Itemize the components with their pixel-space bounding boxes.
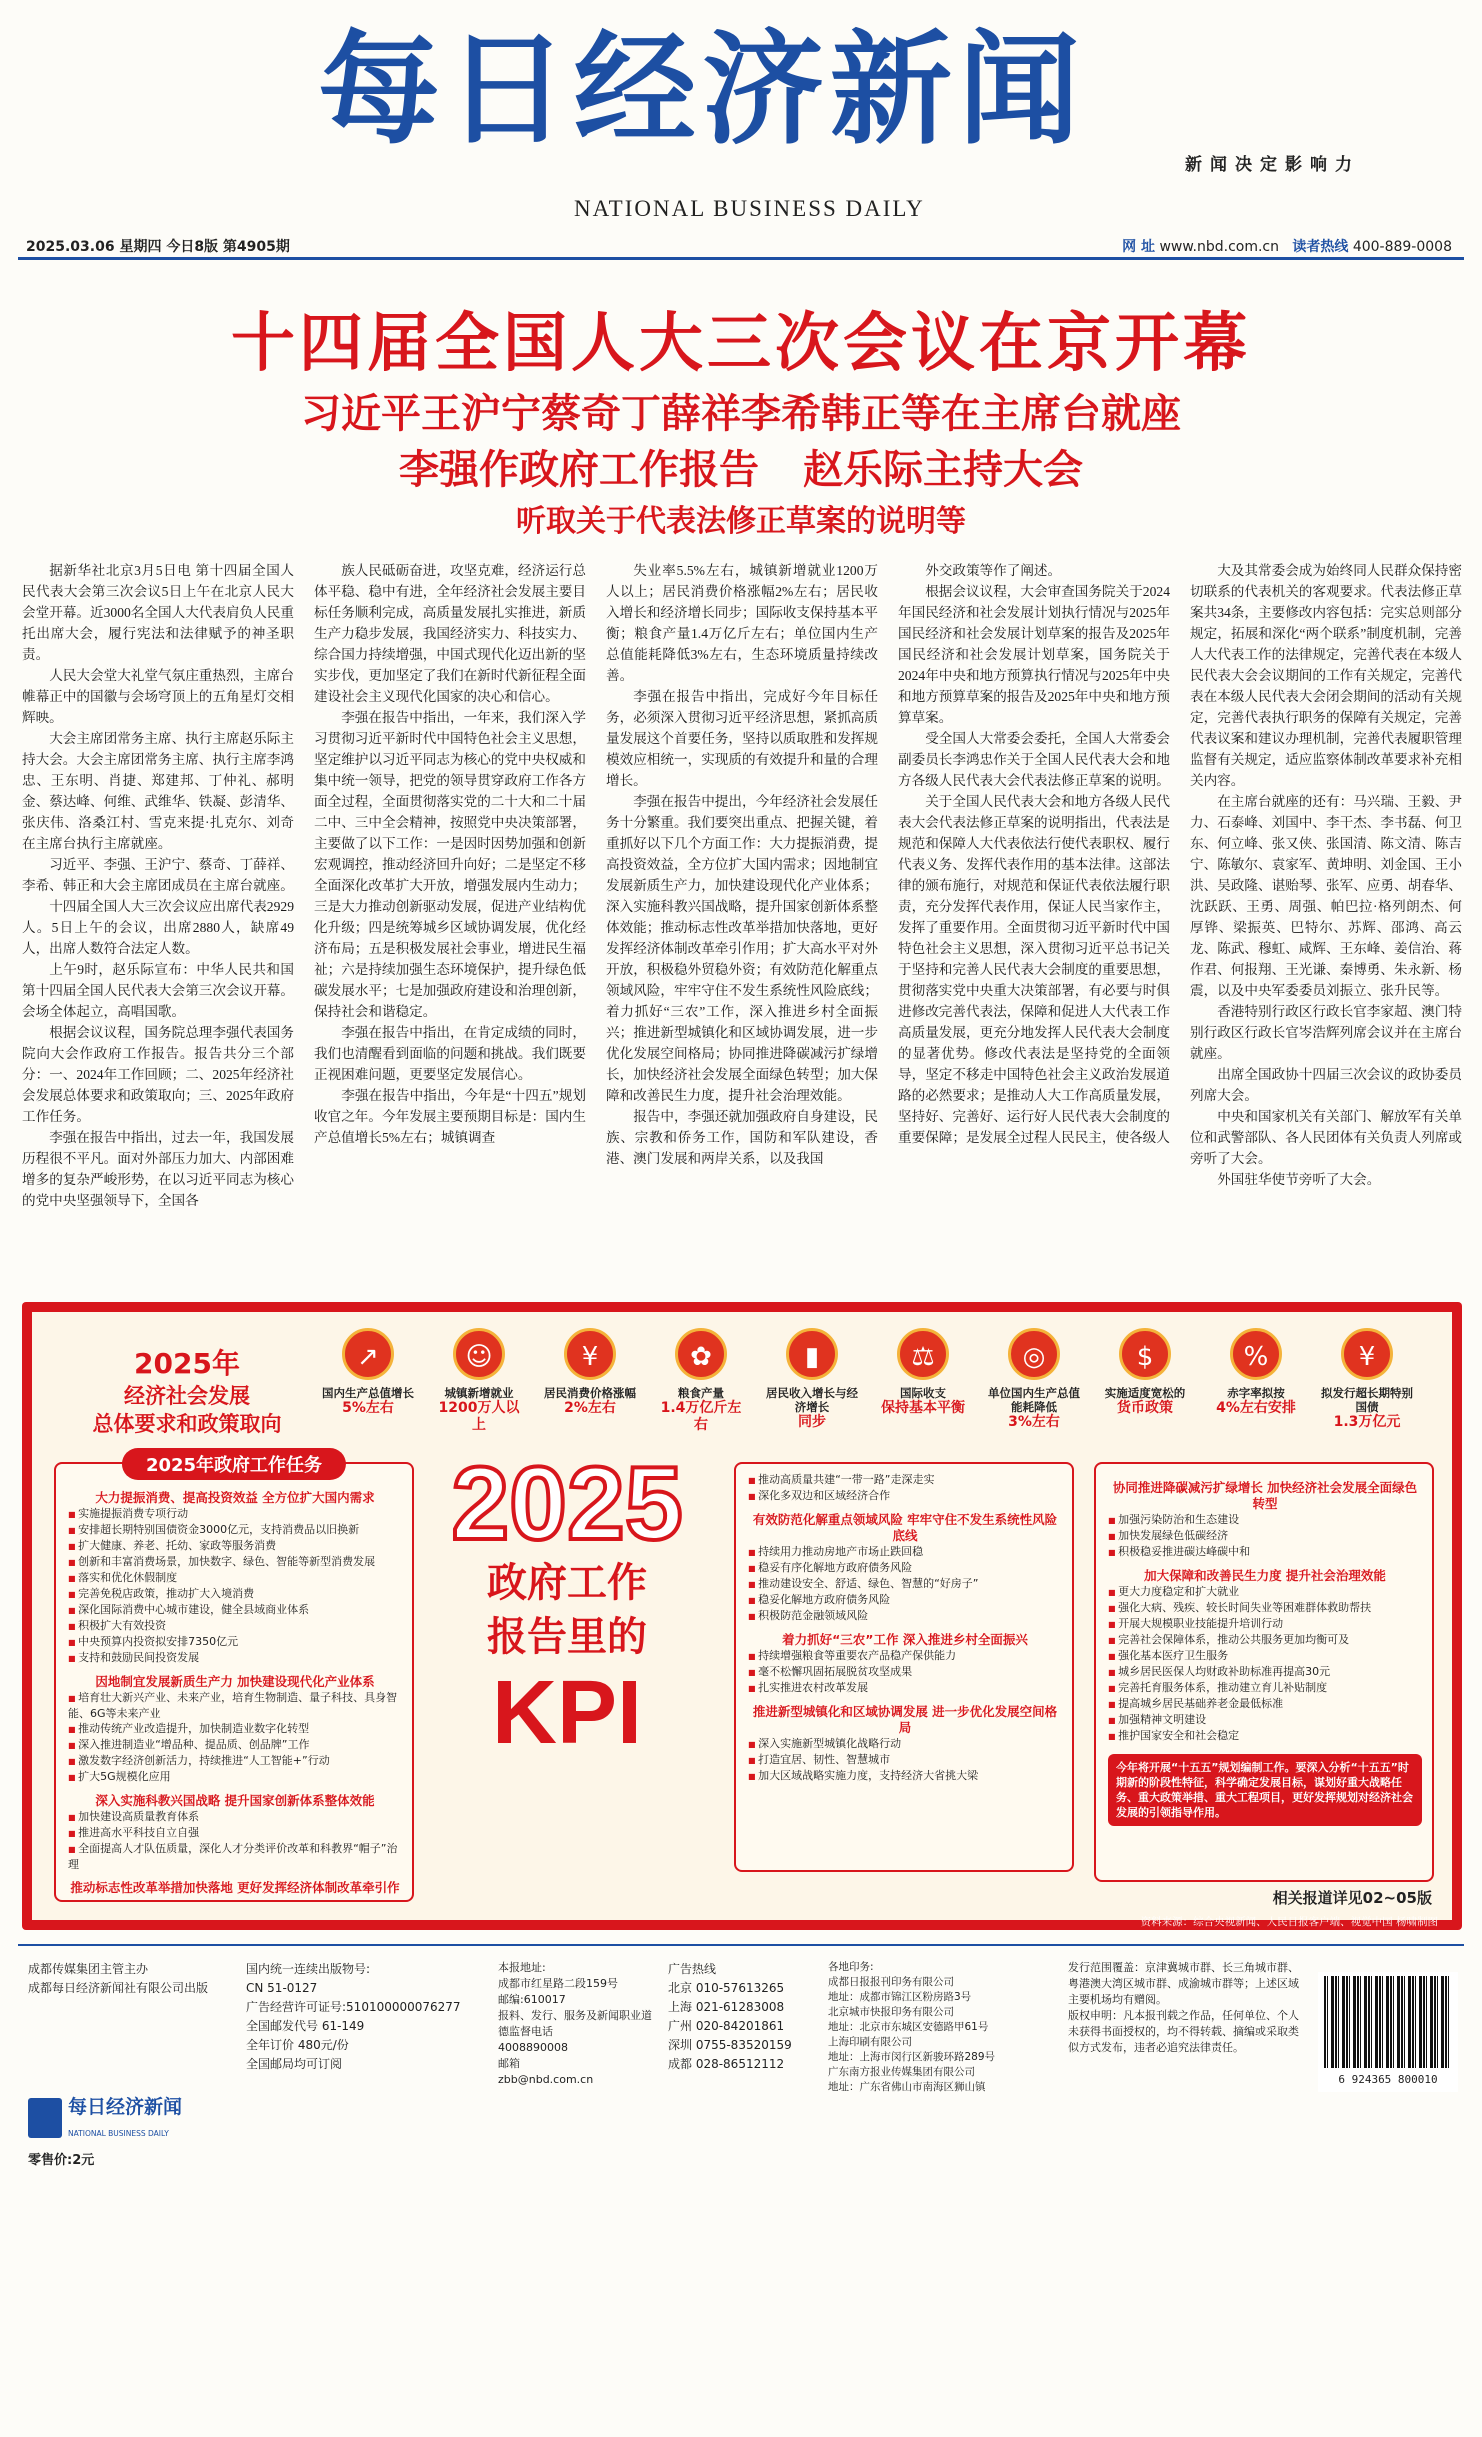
kpi-emblem-year: 2025 bbox=[451, 1446, 683, 1562]
barcode-number: 6 924365 800010 bbox=[1338, 2073, 1438, 2086]
task-item: ■ 支持和鼓励民间投资发展 bbox=[68, 1650, 402, 1666]
printer-line: 地址：上海市闵行区新骏环路289号 bbox=[828, 2051, 996, 2063]
distribution-note: 版权申明：凡本报刊载之作品，任何单位、个人未获得书面授权的，均不得转载、摘编或采取类似方式发布，违者必追究法律责任。 bbox=[1068, 2009, 1299, 2054]
article-paragraph: 李强在报告中指出，过去一年，我国发展历程很不平凡。面对外部压力加大、内部困难增多的复杂严峻形势，在以习近平同志为核心的党中央坚强领导下，全国各 bbox=[22, 1130, 294, 1208]
service-title: 报料、发行、服务及新闻职业道德监督电话 bbox=[498, 2009, 652, 2038]
masthead bbox=[0, 0, 1482, 270]
publisher-info bbox=[28, 1960, 238, 1998]
task-item: ■ 深入推进制造业“增品种、提品质、创品牌”工作 bbox=[68, 1737, 402, 1753]
cpi-icon: ¥ bbox=[564, 1328, 616, 1380]
newspaper-english-title: NATIONAL BUSINESS DAILY bbox=[574, 196, 925, 221]
task-item: ■ 加强污染防治和生态建设 bbox=[1108, 1512, 1422, 1528]
task-item: ■ 强化大病、残疾、较长时间失业等困难群体救助帮扶 bbox=[1108, 1600, 1422, 1616]
footer bbox=[18, 1944, 1464, 2424]
task-item: ■ 实施提振消费专项行动 bbox=[68, 1506, 402, 1522]
task-item: ■ 提高城乡居民基础养老金最低标准 bbox=[1108, 1696, 1422, 1712]
kpi-row bbox=[322, 1328, 1432, 1443]
kpi-item bbox=[988, 1328, 1080, 1431]
printers-list bbox=[828, 1975, 1058, 2095]
article-paragraph: 失业率5.5%左右，城镇新增就业1200万人以上；居民消费价格涨幅2%左右；居民收入增长和经济增长同步；国际收支保持基本平衡；粮食产量1.4万亿斤左右；单位国内生产总值能耗降低3%左右，生态环境质量持续改善。 bbox=[606, 563, 878, 683]
printer-line: 成都日报报刊印务有限公司 bbox=[828, 1976, 954, 1988]
government-tasks-list bbox=[68, 1482, 402, 1894]
task-item: ■ 扩大5G规模化应用 bbox=[68, 1769, 402, 1785]
hotline-number: 400-889-0008 bbox=[1352, 239, 1452, 255]
task-item: ■ 推进高水平科技自立自强 bbox=[68, 1825, 402, 1841]
sub-headline-2: 李强作政府工作报告 赵乐际主持大会 bbox=[399, 447, 1083, 493]
task-item: ■ 落实和优化休假制度 bbox=[68, 1570, 402, 1586]
article-paragraph: 中央和国家机关有关部门、解放军有关单位和武警部队、各人民团体有关负责人列席或旁听了大会。 bbox=[1190, 1109, 1462, 1166]
monetary-icon: $ bbox=[1119, 1328, 1171, 1380]
task-item: ■ 加快建设高质量教育体系 bbox=[68, 1809, 402, 1825]
ad-hotline: 成都 028-86512112 bbox=[668, 2057, 785, 2071]
government-tasks-box bbox=[54, 1455, 414, 1902]
task-item: ■ 创新和丰富消费场景，加快数字、绿色、智能等新型消费发展 bbox=[68, 1554, 402, 1570]
task-item: ■ 打造宜居、韧性、智慧城市 bbox=[748, 1752, 1062, 1768]
kpi-emblem-line1: 政府工作 bbox=[487, 1560, 647, 1606]
kpi-label: 粮食产量 bbox=[678, 1386, 724, 1400]
issue-date: 2025.03.06 星期四 今日8版 第4905期 bbox=[26, 239, 290, 255]
distribution-notes bbox=[1068, 1960, 1308, 2056]
article-column-4 bbox=[898, 560, 1170, 1295]
task-item: ■ 完善托育服务体系，推动建立育儿补贴制度 bbox=[1108, 1680, 1422, 1696]
task-item: ■ 稳妥化解地方政府债务风险 bbox=[748, 1592, 1062, 1608]
article-column-3 bbox=[606, 560, 878, 1295]
task-heading: 加大保障和改善民生力度 提升社会治理效能 bbox=[1144, 1568, 1386, 1583]
policy-title-line1: 经济社会发展 bbox=[124, 1384, 250, 1408]
task-item: ■ 持续用力推动房地产市场止跌回稳 bbox=[748, 1544, 1062, 1560]
grain-icon: ✿ bbox=[675, 1328, 727, 1380]
policy-title bbox=[72, 1342, 302, 1438]
kpi-value: 同步 bbox=[798, 1414, 826, 1430]
task-item: ■ 中央预算内投资拟安排7350亿元 bbox=[68, 1634, 402, 1650]
risk-tasks-list bbox=[748, 1472, 1062, 1864]
task-item: ■ 推动传统产业改造提升，加快制造业数字化转型 bbox=[68, 1721, 402, 1737]
kpi-label: 单位国内生产总值能耗降低 bbox=[988, 1386, 1080, 1414]
article-paragraph: 外交政策等作了阐述。 bbox=[925, 563, 1062, 578]
jobs-icon: ☺ bbox=[453, 1328, 505, 1380]
kpi-value: 1200万人以上 bbox=[438, 1400, 520, 1433]
article-paragraph: 习近平、李强、王沪宁、蔡奇、丁薛祥、李希、韩正和大会主席团成员在主席台就座。 bbox=[22, 857, 294, 893]
task-heading: 推动标志性改革举措加快落地 更好发挥经济体制改革牵引作 bbox=[70, 1880, 400, 1894]
kpi-value: 保持基本平衡 bbox=[881, 1400, 965, 1416]
task-item: ■ 扎实推进农村改革发展 bbox=[748, 1680, 1062, 1696]
kpi-item bbox=[766, 1328, 858, 1431]
article-paragraph: 人民大会堂大礼堂气氛庄重热烈，主席台帷幕正中的国徽与会场穹顶上的五角星灯交相辉映。 bbox=[22, 668, 294, 725]
task-item: ■ 加强精神文明建设 bbox=[1108, 1712, 1422, 1728]
task-heading: 有效防范化解重点领域风险 牢牢守住不发生系统性风险底线 bbox=[752, 1512, 1058, 1543]
article-paragraph: 族人民砥砺奋进，攻坚克难，经济运行总体平稳、稳中有进，全年经济社会发展主要目标任务顺利完成，高质量发展扎实推进，新质生产力稳步发展，我国经济实力、科技实力、综合国力持续增强，中国式现代化迈出新的坚实步伐，更加坚定了我们在新时代新征程全面建设社会主义现代化国家的决心和信心。 bbox=[314, 563, 586, 704]
kpi-label: 赤字率拟按 bbox=[1227, 1386, 1285, 1400]
task-item: ■ 毫不松懈巩固拓展脱贫攻坚成果 bbox=[748, 1664, 1062, 1680]
task-item: ■ 扩大健康、养老、托幼、家政等服务消费 bbox=[68, 1538, 402, 1554]
kpi-item bbox=[322, 1328, 414, 1417]
article-paragraph: 十四届全国人大三次会议应出席代表2929人。5日上午的会议，出席2880人，缺席49人，出席人数符合法定人数。 bbox=[22, 899, 294, 956]
printer-line: 地址：成都市锦江区粉房路3号 bbox=[828, 1991, 972, 2003]
article-paragraph: 上午9时，赵乐际宣布：中华人民共和国第十四届全国人民代表大会第三次会议开幕。会场全体起立，高唱国歌。 bbox=[22, 962, 294, 1019]
hotline-label: 读者热线 bbox=[1292, 239, 1349, 255]
publisher-line-1: 成都传媒集团主管主办 bbox=[28, 1962, 149, 1976]
service-phone: 4008890008 bbox=[498, 2041, 568, 2054]
main-headline: 十四届全国人大三次会议在京开幕 bbox=[231, 306, 1251, 381]
kpi-infographic bbox=[22, 1302, 1462, 1930]
ad-license: 广告经营许可证号:510100000076277 bbox=[246, 2000, 461, 2014]
printer-line: 地址：广东省佛山市南海区狮山镇 bbox=[828, 2081, 986, 2093]
task-item: ■ 开展大规模职业技能提升培训行动 bbox=[1108, 1616, 1422, 1632]
task-item: ■ 积极防范金融领域风险 bbox=[748, 1608, 1062, 1624]
kpi-label: 拟发行超长期特别国债 bbox=[1321, 1386, 1413, 1414]
ad-hotline: 广州 020-84201861 bbox=[668, 2019, 785, 2033]
article-paragraph: 大及其常委会成为始终同人民群众保持密切联系的代表机关的客观要求。代表法修正草案共34条，主要修改内容包括：完实总则部分规定，拓展和深化“两个联系”制度机制，完善人大代表工作的法律规定，完善代表在本级人民代表大会会议期间的工作有关规定，完善代表在本级人民代表大会闭会期间的活动有关规定，完善代表执行职务的保障有关规定，完善代表议案和建议办理机制，完善代表履职管理监督有关规定，适应监察体制改革要求补充相关内容。 bbox=[1190, 563, 1462, 788]
plan-note: 今年将开展“十五五”规划编制工作。要深入分析“十五五”时期新的阶段性特征，科学确定发展目标，谋划好重大战略任务、重大政策举措、重大工程项目，更好发挥规划对经济社会发展的引领指导作用。 bbox=[1108, 1754, 1422, 1826]
kpi-emblem bbox=[427, 1446, 707, 1763]
address-info bbox=[498, 1960, 658, 2088]
task-item: ■ 完善免税店政策，推动扩大入境消费 bbox=[68, 1586, 402, 1602]
printer-line: 地址：北京市东城区安德路甲61号 bbox=[828, 2021, 989, 2033]
email-address[interactable]: zbb@nbd.com.cn bbox=[498, 2073, 594, 2086]
article-paragraph: 根据会议议程，大会审查国务院关于2024年国民经济和社会发展计划执行情况与2025年国民经济和社会发展计划草案的报告及2025年国民经济和社会发展计划草案，国务院关于2024年中央和地方预算执行情况与2025年中央和地方预算草案的报告及2025年中央和地方预算草案。 bbox=[898, 584, 1170, 725]
lead-article bbox=[22, 560, 1462, 1295]
article-column-1 bbox=[22, 560, 294, 1295]
kpi-label: 国际收支 bbox=[900, 1386, 946, 1400]
postal-code: 全国邮发代号 61-149 bbox=[246, 2019, 365, 2033]
kpi-item bbox=[1210, 1328, 1302, 1417]
kpi-item bbox=[1321, 1328, 1413, 1431]
printer-line: 北京城市快报印务有限公司 bbox=[828, 2006, 954, 2018]
zip-code: 邮编:610017 bbox=[498, 1993, 566, 2006]
infographic-source: 资料来源：综合央视新闻、人民日报客户端、视觉中国 杨啸制图 bbox=[1140, 1916, 1438, 1928]
task-item: ■ 深化国际消费中心城市建设，健全县域商业体系 bbox=[68, 1602, 402, 1618]
task-item: ■ 加大区域战略实施力度，支持经济大省挑大梁 bbox=[748, 1768, 1062, 1784]
gdp-icon: ↗ bbox=[342, 1328, 394, 1380]
kpi-item bbox=[655, 1328, 747, 1434]
deficit-icon: % bbox=[1230, 1328, 1282, 1380]
task-item: ■ 积极扩大有效投资 bbox=[68, 1618, 402, 1634]
article-paragraph: 大会主席团常务主席、执行主席赵乐际主持大会。大会主席团常务主席、执行主席李鸿忠、王东明、肖捷、郑建邦、丁仲礼、郝明金、蔡达峰、何维、武维华、铁凝、彭清华、张庆伟、洛桑江村、雪克来提·扎克尔、刘奇在主席台执行主席就座。 bbox=[22, 731, 294, 851]
kpi-label: 实施适度宽松的 bbox=[1104, 1386, 1186, 1400]
kpi-label: 居民消费价格涨幅 bbox=[544, 1386, 636, 1400]
task-heading: 推进新型城镇化和区域协调发展 进一步优化发展空间格局 bbox=[752, 1704, 1058, 1735]
article-paragraph: 关于全国人民代表大会和地方各级人民代表大会代表法修正草案的说明指出，代表法是规范和保障人大代表依法行使代表职权、履行代表义务、发挥代表作用的基本法律。这部法律的颁布施行，对规范和保证代表依法履行职责，充分发挥代表作用，保证人民当家作主，发挥了重要作用。全面贯彻习近平新时代中国特色社会主义思想，深入贯彻习近平总书记关于坚持和完善人民代表大会制度的重要思想，贯彻落实党中央重大决策部署，有必要与时俱进修改完善代表法，保障和促进人大代表工作高质量发展，更充分地发挥人民代表大会制度的显著优势。修改代表法是坚持党的全面领导，坚定不移走中国特色社会主义政治发展道路的必然要求；是推动人大工作高质量发展，坚持好、完善好、运行好人民代表大会制度的重要保障；是发展全过程人民民主，使各级人 bbox=[898, 794, 1170, 1145]
kpi-value: 货币政策 bbox=[1117, 1400, 1173, 1416]
energy-icon: ◎ bbox=[1008, 1328, 1060, 1380]
article-paragraph: 李强在报告中指出，一年来，我们深入学习贯彻习近平新时代中国特色社会主义思想，坚定维护以习近平同志为核心的党中央权威和集中统一领导，把党的领导贯穿政府工作各方面全过程，全面贯彻落实党的二十大和二十届二中、三中全会精神，按照党中央决策部署，主要做了以下工作：一是因时因势加强和创新宏观调控，推动经济回升向好；二是坚定不移全面深化改革扩大开放，增强发展内生动力；三是大力推动创新驱动发展，促进产业结构优化升级；四是统筹城乡区域协调发展，优化经济布局；五是积极发展社会事业，增进民生福祉；六是持续加强生态环境保护，提升绿色低碳发展水平；七是加强政府建设和治理创新，保持社会和谐稳定。 bbox=[314, 710, 586, 1019]
article-paragraph: 李强在报告中提出，今年经济社会发展任务十分繁重。我们要突出重点、把握关键，着重抓好以下几个方面工作：大力提振消费，提高投资效益，全方位扩大国内需求；因地制宜发展新质生产力，加快建设现代化产业体系；深入实施科教兴国战略，提升国家创新体系整体效能；推动标志性改革举措加快落地，更好发挥经济体制改革牵引作用；扩大高水平对外开放，积极稳外贸稳外资；有效防范化解重点领域风险，牢牢守住不发生系统性风险底线；着力抓好“三农”工作，深入推进乡村全面振兴；推进新型城镇化和区域协调发展，进一步优化发展空间格局；协同推进降碳减污扩绿增长，加快经济社会发展全面绿色转型；加大保障和改善民生力度，提升社会治理效能。 bbox=[606, 794, 878, 1103]
policy-title-year: 2025年 bbox=[134, 1347, 240, 1380]
kpi-value: 1.4万亿斤左右 bbox=[660, 1400, 742, 1433]
kpi-value: 1.3万亿元 bbox=[1333, 1414, 1401, 1430]
cn-number: CN 51-0127 bbox=[246, 1981, 318, 1995]
ad-hotlines bbox=[668, 1960, 818, 2074]
article-paragraph: 报告中，李强还就加强政府自身建设，民族、宗教和侨务工作，国防和军队建设，香港、澳门发展和两岸关系，以及我国 bbox=[606, 1109, 878, 1166]
article-paragraph: 在主席台就座的还有：马兴瑞、王毅、尹力、石泰峰、刘国中、李干杰、李书磊、何卫东、何立峰、张又侠、张国清、陈文清、陈吉宁、陈敏尔、袁家军、黄坤明、刘金国、王小洪、吴政隆、谌贻琴、张军、应勇、胡春华、沈跃跃、王勇、周强、帕巴拉·格列朗杰、何厚铧、梁振英、巴特尔、苏辉、邵鸿、高云龙、陈武、穆虹、咸辉、王东峰、姜信治、蒋作君、何报翔、王光谦、秦博勇、朱永新、杨震，以及中央军委委员刘振立、张升民等。 bbox=[1190, 794, 1462, 998]
kpi-emblem-kpi: KPI bbox=[491, 1663, 643, 1763]
article-column-5 bbox=[1190, 560, 1462, 1295]
ad-list bbox=[668, 1979, 818, 2074]
issue-bar bbox=[18, 232, 1464, 260]
web-label: 网 址 bbox=[1122, 239, 1155, 255]
article-paragraph: 据新华社北京3月5日电 第十四届全国人民代表大会第三次会议5日上午在北京人民大会堂开幕。近3000名全国人大代表肩负人民重托出席大会，履行宪法和法律赋予的神圣职责。 bbox=[22, 563, 294, 662]
policy-title-line2: 总体要求和政策取向 bbox=[92, 1412, 282, 1436]
task-item: ■ 推护国家安全和社会稳定 bbox=[1108, 1728, 1422, 1744]
task-heading: 着力抓好“三农”工作 深入推进乡村全面振兴 bbox=[782, 1632, 1028, 1647]
subscription-note: 全国邮局均可订阅 bbox=[246, 2057, 343, 2071]
task-item: ■ 培育壮大新兴产业、未来产业，培育生物制造、量子科技、具身智能、6G等未来产业 bbox=[68, 1690, 402, 1721]
task-item: ■ 稳妥有序化解地方政府债务风险 bbox=[748, 1560, 1062, 1576]
task-item: ■ 推动建设安全、舒适、绿色、智慧的“好房子” bbox=[748, 1576, 1062, 1592]
green-livelihood-box bbox=[1094, 1462, 1434, 1882]
task-heading: 深入实施科教兴国战略 提升国家创新体系整体效能 bbox=[95, 1793, 375, 1808]
task-item: ■ 更大力度稳定和扩大就业 bbox=[1108, 1584, 1422, 1600]
infographic-panel bbox=[32, 1312, 1452, 1920]
kpi-label: 城镇新增就业 bbox=[444, 1386, 514, 1400]
task-item: ■ 深化多双边和区域经济合作 bbox=[748, 1488, 1062, 1504]
task-item: ■ 完善社会保障体系，推动公共服务更加均衡可及 bbox=[1108, 1632, 1422, 1648]
article-paragraph: 出席全国政协十四届三次会议的政协委员列席大会。 bbox=[1190, 1067, 1462, 1103]
kpi-emblem-line2: 报告里的 bbox=[487, 1614, 647, 1660]
printer-line: 上海印刷有限公司 bbox=[828, 2036, 912, 2048]
retail-price: 零售价:2元 bbox=[28, 2153, 95, 2168]
kpi-label: 国内生产总值增长 bbox=[322, 1386, 414, 1400]
task-item: ■ 安排超长期特别国债资金3000亿元，支持消费品以旧换新 bbox=[68, 1522, 402, 1538]
related-reports-note: 相关报道详见02~05版 bbox=[1272, 1889, 1432, 1907]
nbd-logo bbox=[28, 2096, 218, 2142]
article-paragraph: 香港特别行政区行政长官李家超、澳门特别行政区行政长官岑浩辉列席会议并在主席台就座。 bbox=[1190, 1004, 1462, 1061]
balance-icon: ⚖ bbox=[897, 1328, 949, 1380]
publisher-line-2: 成都每日经济新闻社有限公司出版 bbox=[28, 1981, 209, 1995]
ad-hotline: 深圳 0755-83520159 bbox=[668, 2038, 792, 2052]
article-paragraph: 根据会议议程，国务院总理李强代表国务院向大会作政府工作报告。报告共分三个部分：一、2024年工作回顾；二、2025年经济社会发展总体要求和政策取向；三、2025年政府工作任务。 bbox=[22, 1025, 294, 1124]
barcode bbox=[1318, 1972, 1458, 2092]
printers-title: 各地印务: bbox=[828, 1961, 874, 1973]
bond-icon: ¥ bbox=[1341, 1328, 1393, 1380]
address-title: 本报地址: bbox=[498, 1961, 546, 1974]
task-item: ■ 强化基本医疗卫生服务 bbox=[1108, 1648, 1422, 1664]
logo-english: NATIONAL BUSINESS DAILY bbox=[68, 2129, 169, 2138]
logo-text: 每日经济新闻 bbox=[68, 2096, 183, 2118]
contact-line bbox=[1122, 236, 1452, 256]
article-paragraph: 李强在报告中指出，今年是“十四五”规划收官之年。今年发展主要预期目标是：国内生产总值增长5%左右；城镇调查 bbox=[314, 1088, 586, 1145]
kpi-value: 3%左右 bbox=[1008, 1414, 1060, 1430]
kpi-value: 2%左右 bbox=[564, 1400, 616, 1416]
kpi-item bbox=[1099, 1328, 1191, 1417]
kpi-item bbox=[433, 1328, 525, 1434]
task-item: ■ 持续增强粮食等重要农产品稳产保供能力 bbox=[748, 1648, 1062, 1664]
article-paragraph: 李强在报告中指出，完成好今年目标任务，必须深入贯彻习近平经济思想，紧抓高质量发展这个首要任务，坚持以质取胜和发挥规模效应相统一，实现质的有效提升和量的合理增长。 bbox=[606, 689, 878, 788]
article-column-2 bbox=[314, 560, 586, 1295]
task-heading: 协同推进降碳减污扩绿增长 加快经济社会发展全面绿色转型 bbox=[1112, 1480, 1418, 1511]
address-text: 成都市红星路二段159号 bbox=[498, 1977, 618, 1990]
email-title: 邮箱 bbox=[498, 2057, 520, 2070]
newspaper-slogan: 新闻决定影响力 bbox=[1185, 155, 1360, 175]
issn-title: 国内统一连续出版物号: bbox=[246, 1962, 371, 1976]
task-item: ■ 全面提高人才队伍质量，深化人才分类评价改革和科教界“帽子”治理 bbox=[68, 1841, 402, 1872]
task-heading: 因地制宜发展新质生产力 加快建设现代化产业体系 bbox=[95, 1674, 375, 1689]
printers-info bbox=[828, 1960, 1058, 2095]
income-icon: ▮ bbox=[786, 1328, 838, 1380]
kpi-label: 居民收入增长与经济增长 bbox=[766, 1386, 858, 1414]
task-heading: 大力提振消费、提高投资效益 全方位扩大国内需求 bbox=[95, 1490, 375, 1505]
ad-hotline: 上海 021-61283008 bbox=[668, 2000, 785, 2014]
sub-headline-3: 听取关于代表法修正草案的说明等 bbox=[516, 504, 966, 539]
ad-title: 广告热线 bbox=[668, 1962, 717, 1976]
distribution-note: 发行范围覆盖：京津冀城市群、长三角城市群、粤港澳大湾区城市群、成渝城市群等；上述区域主要机场均有赠阅。 bbox=[1068, 1961, 1299, 2006]
kpi-item bbox=[544, 1328, 636, 1417]
green-livelihood-list bbox=[1108, 1472, 1422, 1874]
kpi-value: 5%左右 bbox=[342, 1400, 394, 1416]
newspaper-title: 每日经济新闻 bbox=[318, 17, 1086, 161]
article-paragraph: 受全国人大常委会委托，全国人大常委会副委员长李鸿忠作关于全国人民代表大会和地方各级人民代表大会代表法修正草案的说明。 bbox=[898, 731, 1170, 788]
article-paragraph: 李强在报告中指出，在肯定成绩的同时，我们也清醒看到面临的问题和挑战。我们既要正视困难问题，更要坚定发展信心。 bbox=[314, 1025, 586, 1082]
barcode-bars bbox=[1324, 1976, 1452, 2068]
task-item: ■ 激发数字经济创新活力，持续推进“人工智能+”行动 bbox=[68, 1753, 402, 1769]
annual-price: 全年订价 480元/份 bbox=[246, 2038, 349, 2052]
kpi-item bbox=[877, 1328, 969, 1417]
article-paragraph: 外国驻华使节旁听了大会。 bbox=[1217, 1172, 1381, 1187]
printer-line: 广东南方报业传媒集团有限公司 bbox=[828, 2066, 975, 2078]
government-tasks-title: 2025年政府工作任务 bbox=[122, 1448, 346, 1480]
sub-headline-1: 习近平王沪宁蔡奇丁薛祥李希韩正等在主席台就座 bbox=[301, 391, 1181, 437]
task-item: ■ 深入实施新型城镇化战略行动 bbox=[748, 1736, 1062, 1752]
logo-mark-icon bbox=[28, 2098, 62, 2138]
kpi-value: 4%左右安排 bbox=[1216, 1400, 1296, 1416]
task-item: ■ 积极稳妥推进碳达峰碳中和 bbox=[1108, 1544, 1422, 1560]
ad-hotline: 北京 010-57613265 bbox=[668, 1981, 785, 1995]
website-link[interactable]: www.nbd.com.cn bbox=[1159, 239, 1279, 255]
task-item: ■ 加快发展绿色低碳经济 bbox=[1108, 1528, 1422, 1544]
risk-tasks-box bbox=[734, 1462, 1074, 1872]
publication-numbers bbox=[246, 1960, 486, 2074]
task-item: ■ 城乡居民医保人均财政补助标准再提高30元 bbox=[1108, 1664, 1422, 1680]
task-item: ■ 推动高质量共建“一带一路”走深走实 bbox=[748, 1472, 1062, 1488]
